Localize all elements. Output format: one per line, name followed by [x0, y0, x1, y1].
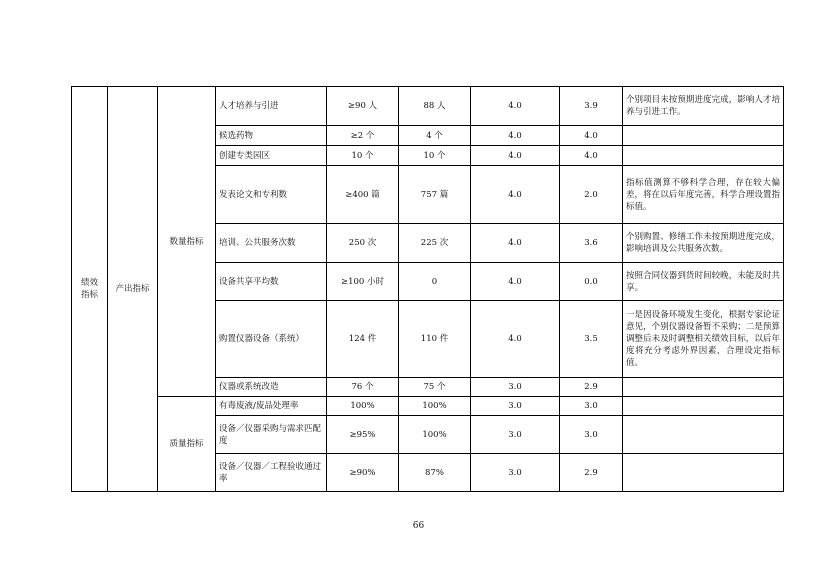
- weight-cell: 4.0: [471, 263, 560, 301]
- target-cell: 124 件: [327, 301, 399, 378]
- note-cell: [623, 146, 784, 166]
- actual-cell: 100%: [399, 416, 471, 454]
- score-cell: 3.9: [560, 87, 623, 126]
- actual-cell: 87%: [399, 454, 471, 492]
- score-cell: 3.0: [560, 416, 623, 454]
- score-cell: 0.0: [560, 263, 623, 301]
- weight-cell: 3.0: [471, 454, 560, 492]
- weight-cell: 4.0: [471, 126, 560, 146]
- target-cell: ≥95%: [327, 416, 399, 454]
- weight-cell: 4.0: [471, 146, 560, 166]
- weight-cell: 4.0: [471, 166, 560, 224]
- actual-cell: 225 次: [399, 224, 471, 263]
- group-cell-quality: 质量指标: [158, 397, 216, 492]
- indicator-cell: 设备／仪器／工程验收通过率: [216, 454, 327, 492]
- weight-cell: 4.0: [471, 87, 560, 126]
- score-cell: 3.5: [560, 301, 623, 378]
- indicator-cell: 设备／仪器采购与需求匹配度: [216, 416, 327, 454]
- score-cell: 2.9: [560, 454, 623, 492]
- table-row: [72, 397, 784, 416]
- target-cell: ≥100 小时: [327, 263, 399, 301]
- score-cell: 3.6: [560, 224, 623, 263]
- indicator-cell: 购置仪器设备（系统）: [216, 301, 327, 378]
- note-cell: 按照合同仪器到货时间较晚，未能及时共享。: [623, 263, 784, 301]
- level2-cell: 产出指标: [108, 87, 158, 492]
- weight-cell: 3.0: [471, 397, 560, 416]
- actual-cell: 0: [399, 263, 471, 301]
- score-cell: 2.0: [560, 166, 623, 224]
- indicator-cell: 培训、公共服务次数: [216, 224, 327, 263]
- actual-cell: 88 人: [399, 87, 471, 126]
- target-cell: 100%: [327, 397, 399, 416]
- weight-cell: 3.0: [471, 378, 560, 397]
- note-cell: [623, 126, 784, 146]
- target-cell: 10 个: [327, 146, 399, 166]
- weight-cell: 4.0: [471, 224, 560, 263]
- note-cell: 个别项目未按预期进度完成，影响人才培养与引进工作。: [623, 87, 784, 126]
- score-cell: 4.0: [560, 146, 623, 166]
- actual-cell: 4 个: [399, 126, 471, 146]
- indicator-cell: 仪器或系统改造: [216, 378, 327, 397]
- indicator-cell: 设备共享平均数: [216, 263, 327, 301]
- target-cell: ≥90%: [327, 454, 399, 492]
- target-cell: 76 个: [327, 378, 399, 397]
- score-cell: 3.0: [560, 397, 623, 416]
- indicator-cell: 发表论文和专利数: [216, 166, 327, 224]
- actual-cell: 10 个: [399, 146, 471, 166]
- weight-cell: 3.0: [471, 416, 560, 454]
- page-number: 66: [412, 521, 425, 531]
- table-row: [72, 87, 784, 126]
- target-cell: ≥90 人: [327, 87, 399, 126]
- indicator-cell: 创建专类园区: [216, 146, 327, 166]
- indicator-cell: 有毒废液/废品处理率: [216, 397, 327, 416]
- actual-cell: 110 件: [399, 301, 471, 378]
- group-cell-quantity: 数量指标: [158, 87, 216, 397]
- score-cell: 2.9: [560, 378, 623, 397]
- indicator-cell: 人才培养与引进: [216, 87, 327, 126]
- level1-label: 绩效指标: [80, 278, 98, 300]
- note-cell: [623, 454, 784, 492]
- level1-cell: [72, 87, 108, 492]
- note-cell: 一是因设备环境发生变化，根据专家论证意见，个别仪器设备暂不采购；二是预算调整后未及时调整相关绩效目标，以后年度将充分考虑外界因素，合理设定指标值。: [623, 301, 784, 378]
- target-cell: 250 次: [327, 224, 399, 263]
- actual-cell: 75 个: [399, 378, 471, 397]
- note-cell: 指标值测算不够科学合理，存在较大偏差，将在以后年度完善，科学合理设置指标值。: [623, 166, 784, 224]
- target-cell: ≥2 个: [327, 126, 399, 146]
- note-cell: [623, 378, 784, 397]
- score-cell: 4.0: [560, 126, 623, 146]
- note-cell: [623, 397, 784, 416]
- performance-table: [71, 86, 784, 492]
- target-cell: ≥400 篇: [327, 166, 399, 224]
- note-cell: [623, 416, 784, 454]
- actual-cell: 100%: [399, 397, 471, 416]
- indicator-cell: 候选药物: [216, 126, 327, 146]
- weight-cell: 4.0: [471, 301, 560, 378]
- note-cell: 个别购置、修缮工作未按预期进度完成，影响培训及公共服务次数。: [623, 224, 784, 263]
- actual-cell: 757 篇: [399, 166, 471, 224]
